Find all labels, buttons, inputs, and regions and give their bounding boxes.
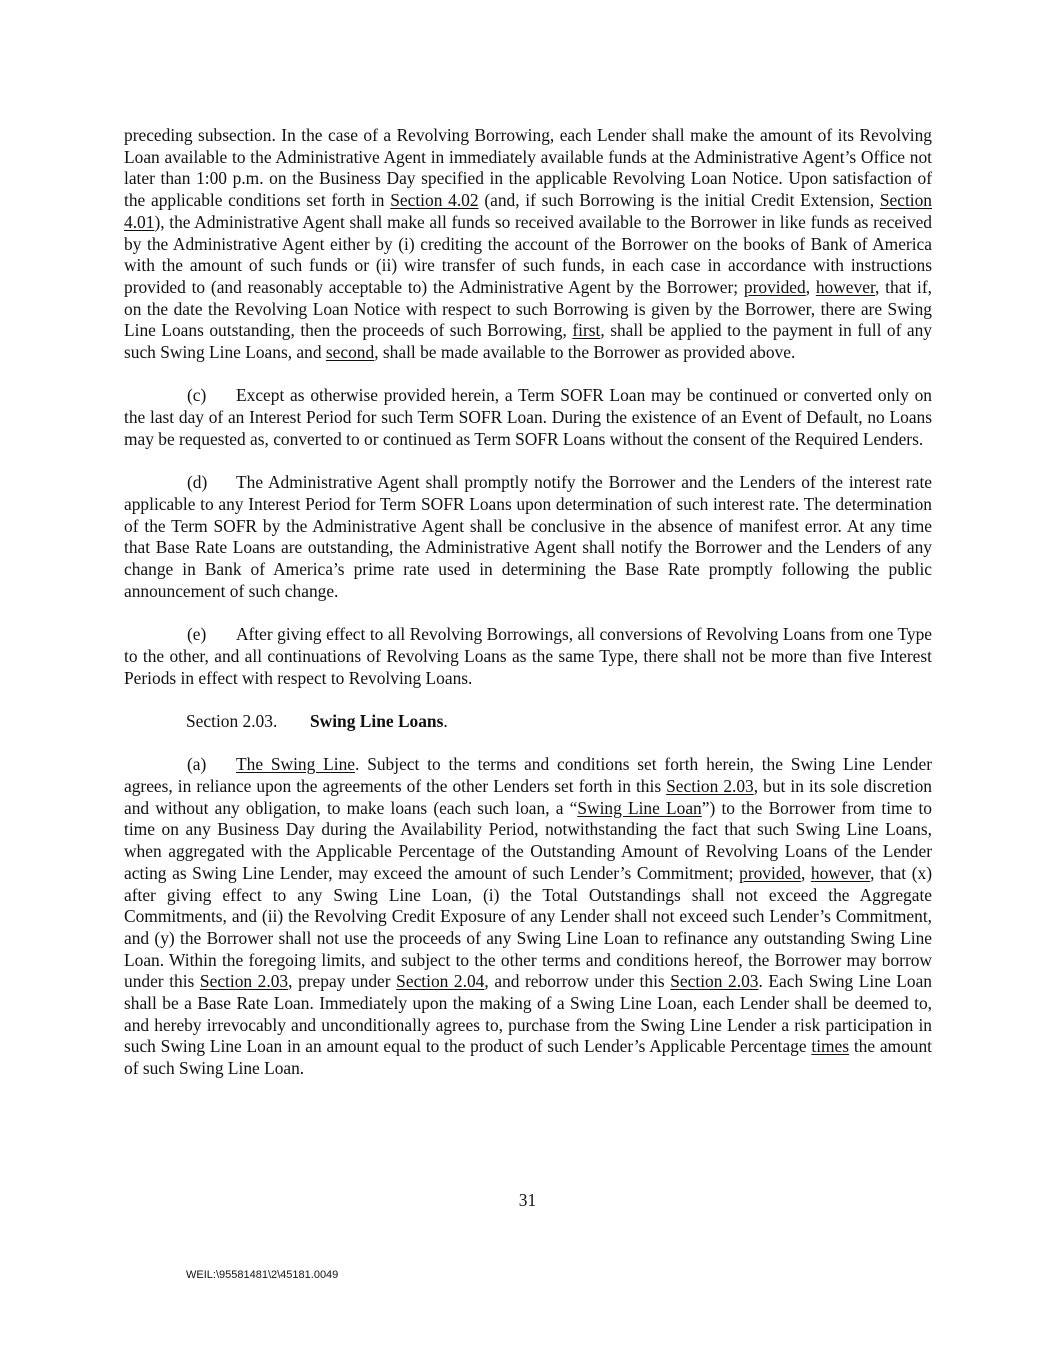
section-title-period: . [443,710,448,731]
emphasis-term: however [815,276,876,297]
text-run: , shall be made available to the Borrower as provided above. [374,342,796,363]
paragraph-text: After giving effect to all Revolving Borrowings, all conversions of Revolving Loans from one Type to the other, and all continuations of Revolving Loans as the same Type, there shall not be more than five Interest Periods in effect with respect to Revolving Loans. [124,624,932,688]
cross-reference: Section 2.04 [396,971,485,992]
text-run: , and reborrow under this [484,971,671,992]
paragraph-e [124,624,932,689]
paragraph-label: (d) [187,472,208,493]
emphasis-term: times [811,1036,850,1057]
text-run: , shall be applied to the payment in full of any such Swing Line Loans, and [124,320,932,363]
emphasis-term: however [810,862,871,883]
paragraph-text: Except as otherwise provided herein, a Term SOFR Loan may be continued or converted only on the last day of an Interest Period for such Term SOFR Loan. During the existence of an Event of Default, no Loans may be requested as, converted to or continued as Term SOFR Loans without the consent of the Required Lenders. [124,385,932,449]
text-run: , but in its sole discretion and without any obligation, to make loans (each such loan, a “ [124,776,932,818]
paragraph-text: The Administrative Agent shall promptly notify the Borrower and the Lenders of the interest rate applicable to any Interest Period for Term SOFR Loans upon determination of such interest rate. The determination of the Term SOFR by the Administrative Agent shall be conclusive in the absence of manifest error. At any time that Base Rate Loans are outstanding, the Administrative Agent shall notify the Borrower and the Lenders of any change in Bank of America’s prime rate used in determining the Base Rate promptly following the public announcement of such change. [124,472,932,601]
text-run: , [800,862,811,883]
defined-term: Swing Line Loan [577,797,702,818]
section-heading [124,711,932,733]
cross-reference: Section 2.03 [666,776,754,797]
text-run: ”) to the Borrower from time to time on any Business Day during the Availability Period, notwithstanding the fact that such Swing Line Loans, when aggregated with the Applicable Percentage of the Outstanding Amount of Revolving Loans of the Lender acting as Swing Line Lender, may exceed the amount of such Lender’s Commitment; [124,797,933,883]
emphasis-term: first [572,320,601,341]
text-run: (and, if such Borrowing is the initial Credit Extension, [478,190,880,211]
text-run: , that (x) after giving effect to any Swing Line Loan, (i) the Total Outstandings shall not exceed the Aggregate Commitments, and (ii) the Revolving Credit Exposure of any Lender shall not exceed such Lender’s Commitment, and (y) the Borrower shall not use the proceeds of any Swing Line Loan to refinance any outstanding Swing Line Loan. Within the foregoing limits, and subject to the other terms and conditions hereof, the Borrower may borrow under this [124,862,933,992]
text-run: the amount of such Swing Line Loan. [124,1036,932,1079]
cross-reference: Section 2.03 [199,971,289,992]
paragraph-label: (a) [187,754,207,775]
paragraph-label: (e) [187,624,207,645]
paragraph-c [124,385,932,450]
emphasis-term: provided [743,276,806,297]
section-title: Swing Line Loans [310,710,444,731]
document-body [124,125,932,1102]
paragraph-a [124,754,932,1080]
text-run: , [805,276,816,297]
text-run: . Subject to the terms and conditions set forth herein, the Swing Line Lender agrees, in reliance upon the agreements of the other Lenders set forth in this [124,754,932,797]
paragraph-continuation [124,125,932,364]
section-number: Section 2.03. [186,710,278,731]
document-id-footer: WEIL:\95581481\2\45181.0049 [186,1269,339,1281]
text-run: , prepay under [288,971,397,992]
cross-reference: Section 4.02 [390,190,479,211]
text-run: ), the Administrative Agent shall make all funds so received available to the Borrower in like funds as received by the Administrative Agent either by (i) crediting the account of the Borrower on the books of Bank of America with the amount of such funds or (ii) wire transfer of such funds, in each case in accordance with instructions provided to (and reasonably acceptable to) the Administrative Agent by the Borrower; [124,211,932,297]
text-run: , that if, on the date the Revolving Loan Notice with respect to such Borrowing is given by the Borrower, there are Swing Line Loans outstanding, then the proceeds of such Borrowing, [124,276,933,341]
text-run: preceding subsection. In the case of a Revolving Borrowing, each Lender shall make the amount of its Revolving Loan available to the Administrative Agent in immediately available funds at the Administrative Agent’s Office not later than 1:00 p.m. on the Business Day specified in the applicable Revolving Loan Notice. Upon satisfaction of the applicable conditions set forth in [124,125,932,211]
emphasis-term: second [325,342,375,363]
paragraph-caption: The Swing Line [236,754,356,775]
paragraph-d [124,472,932,602]
cross-reference: Section 4.01 [124,190,932,232]
paragraph-label: (c) [187,385,207,406]
page-number: 31 [518,1190,537,1210]
emphasis-term: provided [739,862,801,883]
cross-reference: Section 2.03 [670,971,759,992]
text-run: . Each Swing Line Loan shall be a Base Rate Loan. Immediately upon the making of a Swing Line Loan, each Lender shall be deemed to, and hereby irrevocably and unconditionally agrees to, purchase from the Swing Line Lender a risk participation in such Swing Line Loan in an amount equal to the product of such Lender’s Applicable Percentage [124,971,933,1057]
